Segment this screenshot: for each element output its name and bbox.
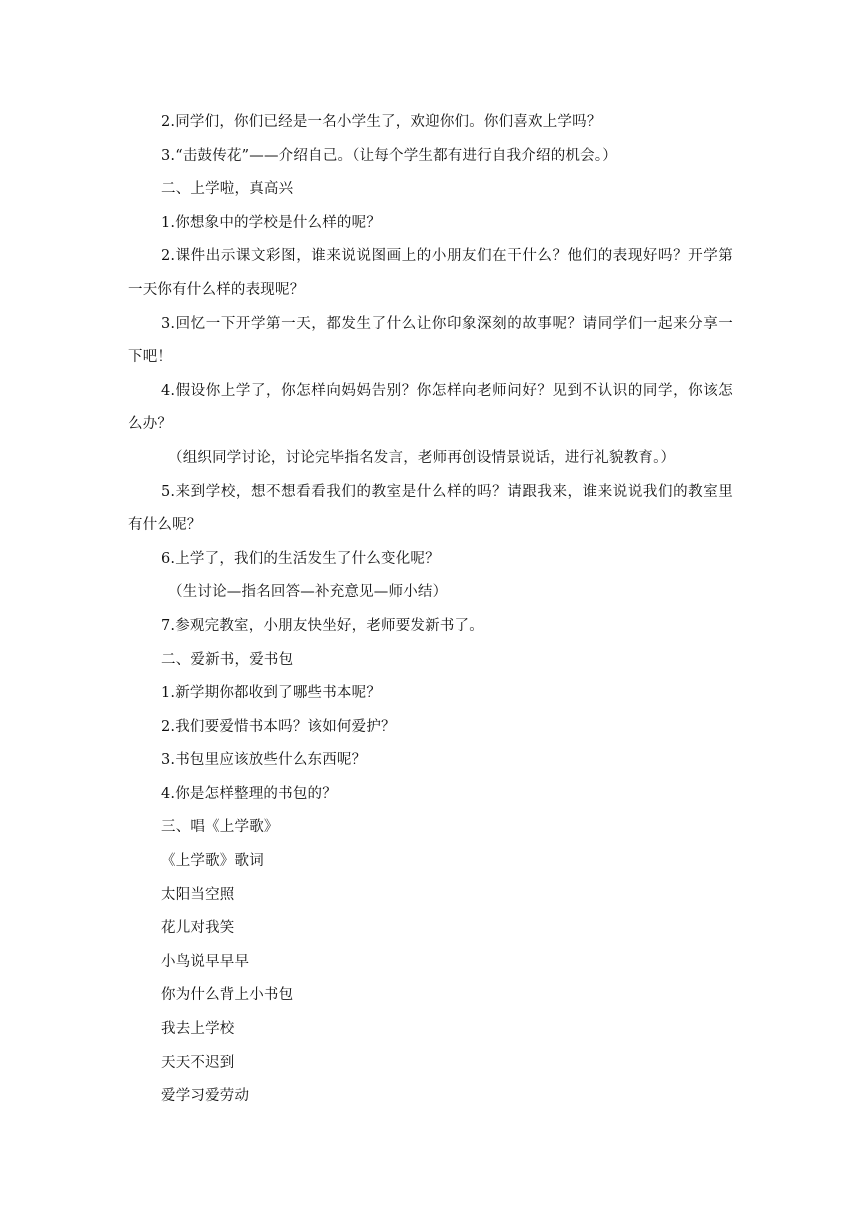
text-line: 6.上学了，我们的生活发生了什么变化呢？	[161, 550, 440, 567]
text-line: 4.假设你上学了，你怎样向妈妈告别？你怎样向老师问好？见到不认识的同学，你该怎	[161, 382, 733, 399]
text-line: 有什么呢？	[128, 517, 202, 534]
document-body	[128, 106, 733, 1114]
text-line: 花儿对我笑	[161, 920, 235, 937]
text-line: 1.新学期你都收到了哪些书本呢？	[161, 685, 382, 702]
text-line: 《上学歌》歌词	[161, 853, 264, 870]
text-line: 小鸟说早早早	[161, 953, 250, 970]
text-line: 我去上学校	[161, 1021, 235, 1038]
text-line: 三、唱《上学歌》	[161, 819, 279, 836]
text-line: 3.回忆一下开学第一天，都发生了什么让你印象深刻的故事呢？请同学们一起来分享一	[161, 315, 733, 332]
text-line: 一天你有什么样的表现呢？	[128, 281, 305, 298]
text-line: 天天不迟到	[161, 1054, 235, 1071]
text-line: 二、上学啦，真高兴	[161, 181, 294, 198]
text-line: 二、爱新书，爱书包	[161, 651, 294, 668]
text-line: 2.课件出示课文彩图，谁来说说图画上的小朋友们在干什么？他们的表现好吗？开学第	[161, 248, 733, 265]
text-line: 5.来到学校，想不想看看我们的教室是什么样的吗？请跟我来，谁来说说我们的教室里	[161, 483, 733, 500]
text-line: 3.书包里应该放些什么东西呢？	[161, 752, 367, 769]
text-line: （组织同学讨论，讨论完毕指名发言，老师再创设情景说话，进行礼貌教育。）	[168, 449, 676, 466]
text-line: 4.你是怎样整理的书包的？	[161, 785, 337, 802]
text-line: 2.同学们，你们已经是一名小学生了，欢迎你们。你们喜欢上学吗？	[161, 114, 602, 130]
text-line: 你为什么背上小书包	[161, 987, 294, 1004]
text-line: 爱学习爱劳动	[161, 1088, 250, 1105]
text-line: 2.我们要爱惜书本吗？该如何爱护？	[161, 718, 396, 735]
text-line: 下吧！	[128, 349, 173, 366]
text-line: 1.你想象中的学校是什么样的呢？	[161, 214, 382, 231]
text-line: 么办？	[128, 416, 173, 433]
text-line: 7.参观完教室，小朋友快坐好，老师要发新书了。	[161, 617, 484, 634]
text-line: 3.“击鼓传花”——介绍自己。（让每个学生都有进行自我介绍的机会。）	[161, 147, 617, 164]
text-line: （生讨论—指名回答—补充意见—师小结）	[168, 584, 448, 601]
text-line: 太阳当空照	[161, 886, 235, 903]
